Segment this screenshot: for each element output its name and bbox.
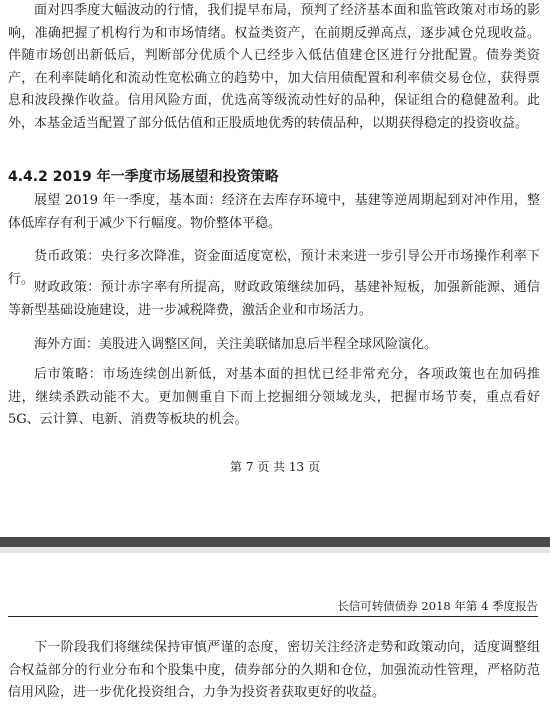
section-heading: 4.4.2 2019 年一季度市场展望和投资策略	[8, 169, 279, 185]
page-break-divider	[0, 537, 550, 547]
page-number: 第 7 页 共 13 页	[230, 460, 320, 474]
outlook-paragraph: 展望 2019 年一季度，基本面：经济在去库存环境中，基建等逆周期起到对冲作用，整体低库存有利于减少下行幅度。物价整体平稳。	[8, 193, 540, 231]
intro-paragraph: 面对四季度大幅波动的行情，我们提早布局，预判了经济基本面和监管政策对市场的影响，准确把握了机构行为和市场情绪。权益类资产，在前期反弹高点，逐步减仓兑现收益。伴随市场创出新低后，判断部分优质个人已经步入低估值建仓区进行分批配置。债券类资产，在利率陡峭化和流动性宽松确立的趋势中，加大信用债配置和利率债交易仓位，获得票息和波段操作收益。信用风险方面，优选高等级流动性好的品种，保证组合的稳健盈利。此外，本基金适当配置了部分低估值和正股质地优秀的转债品种，以期获得稳定的投资收益。	[8, 3, 540, 131]
next-stage-paragraph: 下一阶段我们将继续保持审慎严谨的态度，密切关注经济走势和政策动向，适度调整组合权益部分的行业分布和个股集中度，债券部分的久期和仓位，加强流动性管理，严格防范信用风险，进一步优化投资组合，力争为投资者获取更好的收益。	[8, 640, 540, 701]
strategy-paragraph: 后市策略：市场连续创出新低，对基本面的担忧已经非常充分，各项政策也在加码推进，继续杀跌动能不大。更加侧重自下而上挖掘细分领域龙头，把握市场节奏，重点看好 5G、云计算、电新、消费等板块的机会。	[8, 367, 540, 428]
overseas-paragraph: 海外方面：美股进入调整区间，关注美联储加息后半程全球风险演化。	[34, 337, 438, 352]
fiscal-policy-paragraph: 财政政策：预计赤字率有所提高，财政政策继续加码，基建补短板，加强新能源、通信等新型基础设施建设，进一步减税降费，激活企业和市场活力。	[8, 280, 540, 318]
document-page-8	[0, 553, 550, 719]
header-rule	[8, 616, 538, 617]
running-header: 长信可转债债券 2018 年第 4 季度报告	[337, 599, 538, 613]
monetary-policy-paragraph: 货币政策：央行多次降准，资金面适度宽松，预计未来进一步引导公开市场操作利率下行。	[8, 249, 540, 287]
